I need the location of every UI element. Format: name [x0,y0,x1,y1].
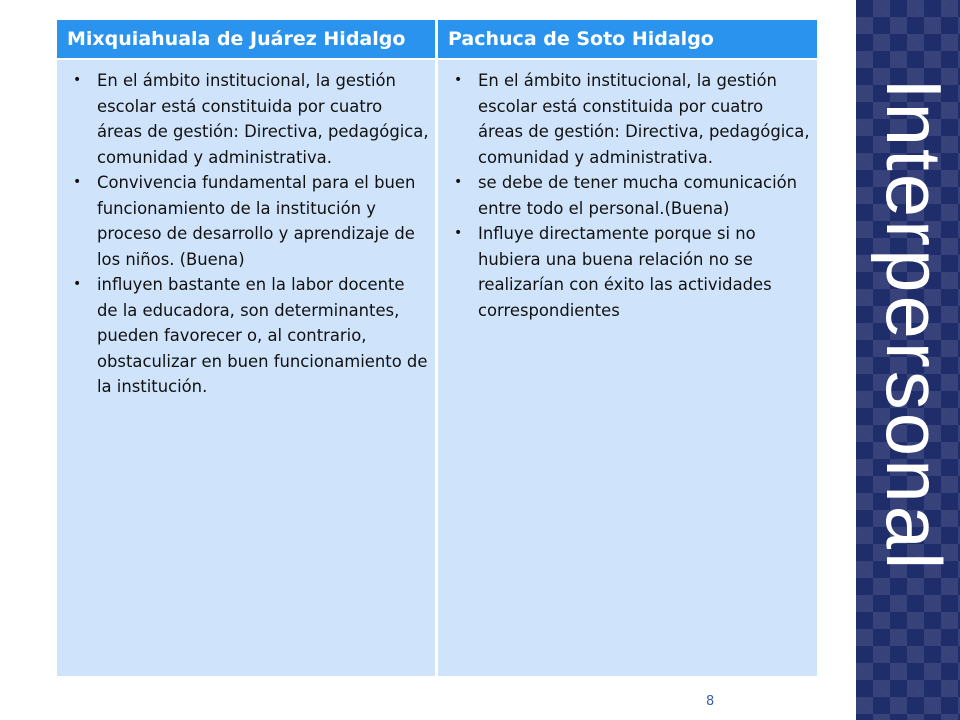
header-pachuca: Pachuca de Soto Hidalgo [438,20,817,58]
column-pachuca [438,60,817,676]
list-item: • Convivencia fundamental para el buen funcionamiento de la institución y proceso de desarrollo y aprendizaje de los niños. (Buena) [69,170,429,272]
list-item: • se debe de tener mucha comunicación entre todo el personal.(Buena) [450,170,811,221]
comparison-table [57,20,817,676]
header-mixquiahuala: Mixquiahuala de Juárez Hidalgo [57,20,435,58]
sidebar-title-text: Interpersonal [870,78,958,573]
list-item: • En el ámbito institucional, la gestión escolar está constituida por cuatro áreas de gestión: Directiva, pedagógica, comunidad y administrativa. [69,68,429,170]
sidebar-title [872,78,956,668]
column-mixquiahuala [57,60,435,676]
list-item: • Influye directamente porque si no hubiera una buena relación no se realizarían con éxito las actividades correspondientes [450,221,811,323]
list-item: • En el ámbito institucional, la gestión escolar está constituida por cuatro áreas de gestión: Directiva, pedagógica, comunidad y administrativa. [450,68,811,170]
page-number: 8 [706,694,715,709]
list-item: • influyen bastante en la labor docente de la educadora, son determinantes, pueden favorecer o, al contrario, obstaculizar en buen funcionamiento de la institución. [69,272,429,400]
